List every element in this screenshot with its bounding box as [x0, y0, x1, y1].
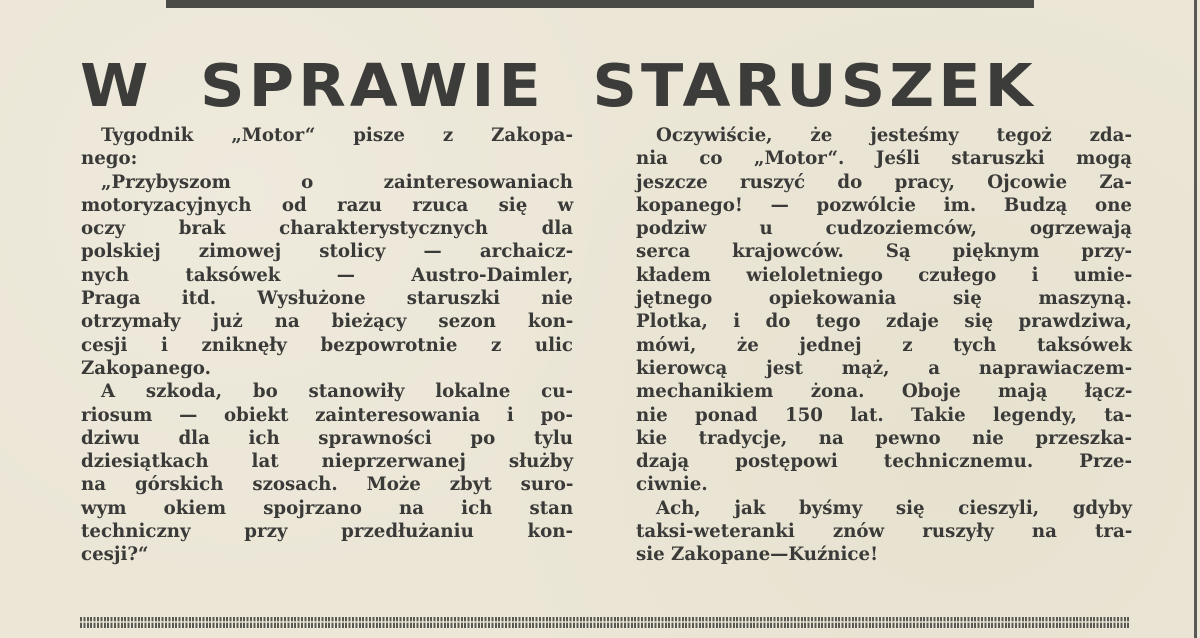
article-text-line: Ach, jak byśmy się cieszyli, gdyby — [656, 497, 1132, 519]
article-text-line: na górskich szosach. Może zbyt suro- — [81, 474, 574, 496]
article-text-line: „Przybyszom o zainteresowaniach — [101, 171, 574, 193]
article-text-line: A szkoda, bo stanowiły lokalne cu- — [101, 381, 573, 403]
article-text-line: kopanego! — pozwólcie im. Budzą one — [636, 194, 1132, 216]
article-text-line: dziwu dla ich sprawności po tylu — [81, 427, 573, 449]
article-text-line: Plotka, i do tego zdaje się prawdziwa, — [636, 311, 1132, 333]
article-text-line: dzają postępowi technicznemu. Prze- — [636, 451, 1132, 473]
article-text-line: riosum — obiekt zainteresowania i po- — [81, 404, 573, 426]
article-column-right — [636, 124, 1132, 567]
article-text-line: mechanikiem żona. Oboje mają łącz- — [636, 381, 1133, 403]
article-text-line: dziesiątkach lat nieprzerwanej służby — [81, 451, 574, 473]
bottom-decorative-rule — [80, 617, 1130, 628]
article-text-line: serca krajowców. Są pięknym przy- — [636, 241, 1132, 263]
article-text-line: kładem wieloletniego czułego i umie- — [636, 264, 1133, 286]
article-text-line: nych taksówek — Austro-Daimler, — [81, 264, 574, 286]
article-column-left — [81, 124, 573, 567]
article-text-line: motoryzacyjnych od razu rzuca się w — [81, 194, 574, 216]
article-text-line: cesji?“ — [81, 544, 149, 566]
page-border — [1194, 0, 1197, 638]
article-text-line: nie ponad 150 lat. Takie legendy, ta- — [636, 404, 1132, 426]
article-text-line: Tygodnik „Motor“ pisze z Zakopa- — [101, 125, 573, 146]
article-text-line: otrzymały już na bieżący sezon kon- — [81, 311, 574, 333]
article-text-line: nia co „Motor“. Jeśli staruszki mogą — [636, 148, 1132, 170]
article-text-line: polskiej zimowej stolicy — archaicz- — [81, 241, 574, 263]
headline: W SPRAWIE STARUSZEK — [80, 51, 1037, 121]
article-text-line: ciwnie. — [636, 474, 708, 496]
article-text-line: Oczywiście, że jesteśmy tegoż zda- — [656, 125, 1132, 146]
article-text-line: sie Zakopane—Kuźnice! — [636, 544, 879, 566]
article-text-line: jeszcze ruszyć do pracy, Ojcowie Za- — [636, 171, 1132, 193]
article-text-line: Zakopanego. — [81, 357, 211, 379]
article-text-line: cesji i zniknęły bezpowrotnie z ulic — [81, 334, 573, 356]
top-rule — [166, 0, 1034, 8]
article-text-line: kie tradycje, na pewno nie przeszka- — [636, 427, 1133, 449]
article-text-line: oczy brak charakterystycznych dla — [81, 218, 574, 240]
article-text-line: jętnego opiekowania się maszyną. — [636, 288, 1132, 310]
article-text-line: mówi, że jednej z tych taksówek — [636, 334, 1132, 356]
article-text-line: podziw u cudzoziemców, ogrzewają — [636, 218, 1133, 240]
article-text-line: nego: — [81, 148, 138, 170]
article-text-line: taksi-weteranki znów ruszyły na tra- — [636, 521, 1133, 543]
article-text-line: techniczny przy przedłużaniu kon- — [81, 521, 573, 543]
article-text-line: Praga itd. Wysłużone staruszki nie — [81, 288, 573, 310]
article-text-line: wym okiem spojrzano na ich stan — [81, 497, 574, 519]
article-text-line: kierowcą jest mąż, a naprawiaczem- — [636, 357, 1133, 379]
